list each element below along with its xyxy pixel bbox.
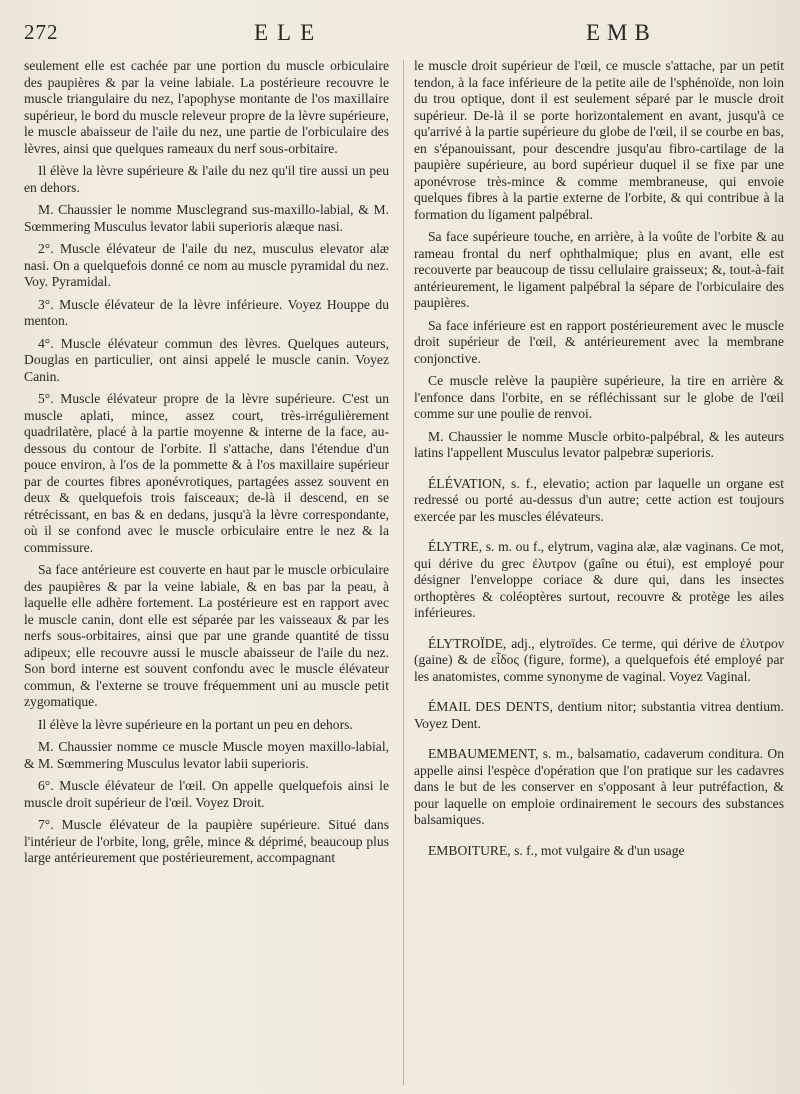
paragraph: M. Chaussier le nomme Muscle orbito-palpébral, & les auteurs latins l'appellent Musculus levator palpebræ superioris.: [414, 428, 784, 460]
paragraph: seulement elle est cachée par une portion du muscle orbiculaire des paupières & par la veine labiale. La postérieure recouvre le muscle triangulaire du nez, l'apophyse montante de l'os maxillaire supérieur, le bord du muscle releveur propre de la lèvre supérieure, le muscle abaisseur de l'aile du nez, une partie de l'orbiculaire des lèvres, ainsi que quelques rameaux du nerf sous-orbitaire.: [24, 58, 389, 156]
paragraph: M. Chaussier le nomme Musclegrand sus-maxillo-labial, & M. Sœmmering Musculus levator labii superioris alæque nasi.: [24, 202, 389, 234]
paragraph: 3°. Muscle élévateur de la lèvre inférieure. Voyez Houppe du menton.: [24, 296, 389, 328]
entry-email-des-dents: ÉMAIL DES DENTS, dentium nitor; substantia vitrea dentium. Voyez Dent.: [414, 699, 784, 731]
left-running-head: ELE: [254, 20, 324, 45]
left-column: [24, 58, 389, 873]
paragraph: 4°. Muscle élévateur commun des lèvres. Quelques auteurs, Douglas en particulier, ont ainsi appelé le muscle canin. Voyez Canin.: [24, 335, 389, 384]
paragraph: M. Chaussier nomme ce muscle Muscle moyen maxillo-labial, & M. Sœmmering Musculus levator labii superioris.: [24, 739, 389, 771]
entry-embaumement: EMBAUMEMENT, s. m., balsamatio, cadaverum conditura. On appelle ainsi l'espèce d'opération que l'on pratique sur les cadavres dans le but de les conserver en s'opposant à leur putréfaction, & pour laquelle on emploie ordinairement le secours des substances balsamiques.: [414, 746, 784, 827]
paragraph: 7°. Muscle élévateur de la paupière supérieure. Situé dans l'intérieur de l'orbite, long, grêle, mince & déprimé, beaucoup plus large antérieurement que postérieurement, accompagnant: [24, 817, 389, 865]
paragraph: Sa face antérieure est couverte en haut par le muscle orbiculaire des paupières & par la veine labiale, & en bas par la peau, à laquelle elle adhère fortement. La postérieure est en rapport avec le muscle canin, dont elle est séparée par les vaisseaux & par les nerfs sous-orbitaires, ainsi que par une grande quantité de tissu adipeux; elle recouvre aussi le muscle abaisseur de l'aile du nez. Son bord interne est souvent confondu avec le muscle élévateur commun, & l'externe se trouve fréquemment uni au muscle petit zygomatique.: [24, 562, 389, 709]
entry-emboiture: EMBOITURE, s. f., mot vulgaire & d'un usage: [428, 842, 685, 858]
paragraph: le muscle droit supérieur de l'œil, ce muscle s'attache, par un petit tendon, à la face inférieure de la petite aile de l'sphénoïde, non loin du trou optique, dont il est seulement séparé par le muscle droit supérieur. De-là il se porte horizontalement en avant, jusqu'à ce qu'arrivé à la partie supérieure du globe de l'œil, il se courbe en bas, en s'épanouissant, pour descendre jusqu'au fibro-cartilage de la paupière supérieure, au bord supérieur duquel il se fixe par une aponévrose très-mince & comme membraneuse, qui envoie quelques fibres à la partie externe de l'orbite, & qui contribue à la formation du ligament palpébral.: [414, 58, 784, 222]
right-running-head: EMB: [586, 20, 657, 45]
running-header: [24, 12, 776, 52]
page-number: 272: [24, 20, 59, 44]
paragraph: Sa face inférieure est en rapport postérieurement avec le muscle droit supérieur de l'œil, & antérieurement avec la membrane conjonctive.: [414, 317, 784, 366]
entry-elytre: ÉLYTRE, s. m. ou f., elytrum, vagina alæ, alæ vaginans. Ce mot, qui dérive du grec ἐλυτρον (gaîne ou étui), est employé pour désigner l'enveloppe coriace & dure qui, dans les insectes orthoptères & coléoptères surtout, recouvre & protège les ailes inférieures.: [414, 539, 784, 620]
entry-elytroide: ÉLYTROÏDE, adj., elytroïdes. Ce terme, qui dérive de ἐλυτρον (gaine) & de εἶδος (figure, forme), a quelquefois été employé par les anatomistes, comme synonyme de vaginal. Voyez Vaginal.: [414, 635, 784, 684]
entry-elevation: ÉLÉVATION, s. f., elevatio; action par laquelle un organe est redressé ou porté au-dessus d'un autre; cette action est toujours exercée par les muscles élévateurs.: [414, 475, 784, 524]
paragraph: Il élève la lèvre supérieure en la portant un peu en dehors.: [38, 716, 353, 732]
paragraph: 5°. Muscle élévateur propre de la lèvre supérieure. C'est un muscle aplati, mince, assez court, très-irrégulièrement quadrilatère, placé à la partie moyenne & interne de la face, au-dessous du contour de l'orbite. Il s'attache, dans l'étendue d'un pouce environ, à l'os de la pommette & à l'os maxillaire supérieur par de courtes fibres aponévrotiques, partagées assez souvent en deux & quelquefois trois faisceaux; de-là il descend, en se rétrécissant, en bas & en dedans, jusqu'à la lèvre correspondante, où il se confond avec le muscle orbiculaire entre le nez & la commissure.: [24, 391, 389, 555]
paragraph: Il élève la lèvre supérieure & l'aile du nez qu'il tire aussi un peu en dehors.: [24, 163, 389, 195]
paragraph: Sa face supérieure touche, en arrière, à la voûte de l'orbite & au rameau frontal du nerf ophthalmique; plus en avant, elle est recouverte par beaucoup de tissu cellulaire graisseux; &, tout-à-fait antérieurement, le ligament palpébral la sépare de l'orbiculaire des paupières.: [414, 229, 784, 310]
paragraph: 6°. Muscle élévateur de l'œil. On appelle quelquefois ainsi le muscle droit supérieur de l'œil. Voyez Droit.: [24, 778, 389, 810]
paragraph: Ce muscle relève la paupière supérieure, la tire en arrière & l'enfonce dans l'orbite, en se réfléchissant sur le globe de l'œil comme sur une poulie de renvoi.: [414, 373, 784, 421]
right-column: [414, 58, 784, 865]
column-divider: [403, 60, 404, 1085]
paragraph: 2°. Muscle élévateur de l'aile du nez, musculus elevator alæ nasi. On a quelquefois donné ce nom au muscle pyramidal du nez. Voy. Pyramidal.: [24, 241, 389, 289]
